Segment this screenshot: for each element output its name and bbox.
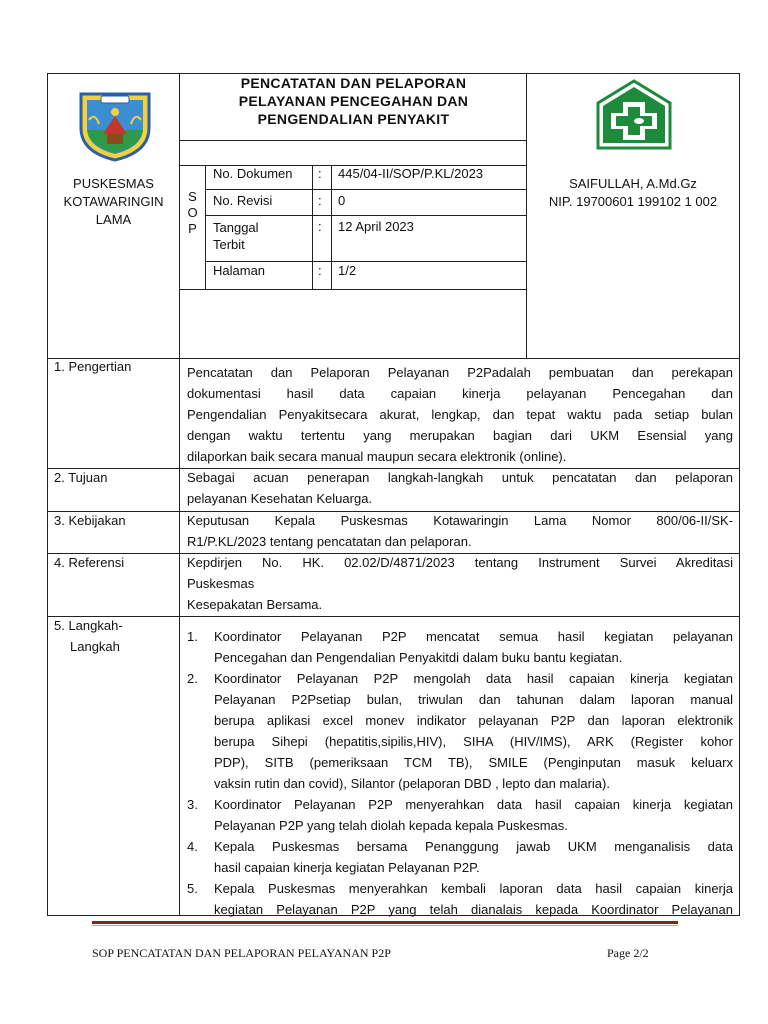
langkah-steps-list (187, 626, 733, 920)
meta-label-halaman: Halaman (213, 263, 266, 278)
section-label-tujuan: 2. Tujuan (54, 470, 108, 485)
organization-name: PUSKESMAS KOTAWARINGIN LAMA (63, 176, 164, 227)
list-item: 3. Koordinator Pelayanan P2P menyerahkan data hasil capaian kinerja kegiatan Pelayanan P2P yang telah diolah kepada kepala Puskesmas. (187, 797, 733, 833)
meta-label-dokumen: No. Dokumen (213, 166, 293, 181)
section-label-referensi: 4. Referensi (54, 555, 125, 570)
signer-nip: NIP. 19700601 199102 1 002 (548, 194, 718, 209)
section-text-tujuan: Sebagai acuan penerapan langkah-langkah untuk pencatatan dan pelaporan pelayanan Kesehatan Keluarga. (187, 470, 733, 506)
list-item: 2. Koordinator Pelayanan P2P mengolah data hasil capaian kinerja kegiatan Pelayanan P2Psetiap bulan, triwulan dan tahunan dalam laporan manual berupa aplikasi excel monev indikator pelayanan P2P dan laporan elektronik berupa Sihepi (hepatitis,sipilis,HIV), SIHA (HIV/IMS), ARK (Register kohor PDP), SITB (pemeriksaan TCM TB), SMILE (Penginputan masuk keluarx vaksin rutin dan covid), Silantor (pelaporan DBD , lepto dan malaria). (187, 671, 733, 791)
meta-sep-tanggal: : (318, 219, 322, 234)
meta-value-dokumen: 445/04-II/SOP/P.KL/2023 (338, 166, 484, 181)
meta-value-tanggal: 12 April 2023 (338, 219, 414, 234)
kotawaringin-emblem-icon (75, 90, 155, 167)
list-item: 1. Koordinator Pelayanan P2P mencatat semua hasil kegiatan pelayanan Pencegahan dan Pengendalian Penyakitdi dalam buku bantu kegiatan. (187, 629, 733, 665)
section-label-pengertian: 1. Pengertian (54, 359, 132, 374)
meta-sep-revisi: : (318, 193, 322, 208)
section-text-referensi: Kepdirjen No. HK. 02.02/D/4871/2023 tentang Instrument Survei Akreditasi Puskesmas Kesepakatan Bersama. (187, 555, 733, 612)
puskesmas-logo-icon (595, 78, 673, 155)
document-title: PENCATATAN DAN PELAPORAN PELAYANAN PENCEGAHAN DAN PENGENDALIAN PENYAKIT (238, 75, 469, 127)
section-label-kebijakan: 3. Kebijakan (54, 513, 126, 528)
section-text-kebijakan: Keputusan Kepala Puskesmas Kotawaringin Lama Nomor 800/06-II/SK- R1/P.KL/2023 tentang pencatatan dan pelaporan. (187, 513, 733, 549)
footer-title: SOP PENCATATAN DAN PELAPORAN PELAYANAN P2P (92, 946, 391, 960)
meta-value-halaman: 1/2 (338, 263, 357, 278)
list-item: 5. Kepala Puskesmas menyerahkan kembali laporan data hasil capaian kinerja kegiatan Pelayanan P2P yang telah dianalais kepada Koordinator Pelayanan (187, 881, 733, 917)
signer-block (527, 175, 739, 211)
meta-label-tanggal: Tanggal Terbit (213, 220, 259, 252)
meta-label-revisi: No. Revisi (213, 193, 273, 208)
list-item: 4. Kepala Puskesmas bersama Penanggung jawab UKM menganalisis data hasil capaian kinerja kegiatan Pelayanan P2P. (187, 839, 733, 875)
section-text-pengertian: Pencatatan dan Pelaporan Pelayanan P2Padalah pembuatan dan perekapan dokumentasi hasil data capaian kinerja pelayanan Pencegahan dan Pengendalian Penyakitsecara akurat, lengkap, dan tepat waktu pada setiap bulan dengan waktu tertentu yang merupakan bagian dari UKM Esensial yang dilaporkan baik secara manual maupun secara elektronik (online). (187, 365, 733, 464)
sop-label: S O P (187, 189, 198, 236)
section-label-langkah: 5. Langkah- Langkah (54, 618, 123, 654)
footer-page-number: Page 2/2 (607, 946, 649, 960)
signer-name: SAIFULLAH, A.Md.Gz (569, 176, 697, 191)
meta-sep-halaman: : (318, 263, 322, 278)
meta-sep-dokumen: : (318, 166, 322, 181)
meta-value-revisi: 0 (338, 193, 346, 208)
